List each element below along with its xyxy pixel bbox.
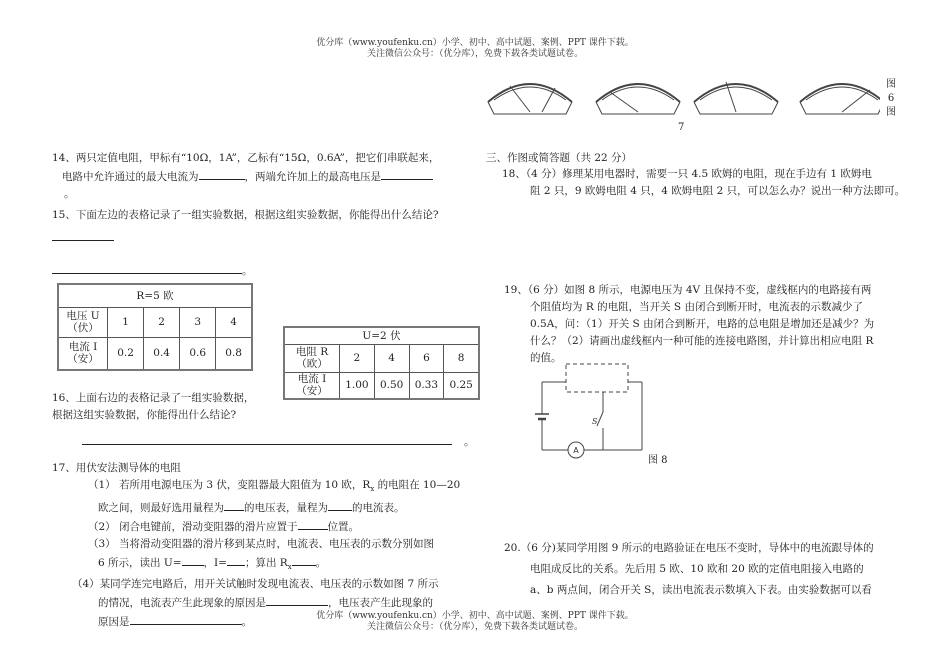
q17-p1-text-a: （1） 若所用电源电压为 3 伏，变阻器最大阻值为 10 欧，R: [88, 479, 371, 491]
q17-p2-text-b: 位置。: [327, 521, 360, 534]
figure-8-caption: 图 8: [648, 455, 668, 466]
q17-p2-text-a: （2） 闭合电键前，滑动变阻器的滑片应置于: [88, 521, 298, 534]
footer-line-1: 优分库（www.youfenku.cn）小学、初中、高中试题、案例、PPT 课件下载。: [316, 611, 634, 621]
figure-7-caption: 7: [678, 122, 685, 133]
q17-p3-text-b: 6 所示，读出 U=: [98, 557, 182, 570]
q17-part-4b: [52, 593, 482, 612]
table1-cell: 2: [144, 307, 180, 337]
question-16: [52, 390, 292, 424]
header-line-1: 优分库（www.youfenku.cn）小学、初中、高中试题、案例、PPT 课件下载。: [316, 38, 634, 48]
q19-line-1: 19、（6 分）如图 8 所示，电源电压为 4V 且保持不变，虚线框内的电路接有两: [504, 284, 872, 296]
table2-row1-label: 电阻 R（欧）: [285, 344, 340, 372]
fig6-caption-c: 图: [886, 107, 896, 118]
figure-6-meters: [480, 72, 880, 122]
q15-end: 。: [242, 265, 253, 277]
figure-8-circuit: [528, 362, 658, 467]
table2-row2-label: 电流 I（安）: [285, 372, 340, 398]
table1-cell: 0.6: [180, 337, 216, 369]
q14-blank-voltage[interactable]: [381, 167, 433, 180]
table2-cell: 0.33: [409, 372, 444, 398]
switch-label: S: [592, 417, 598, 426]
table1-cell: 4: [216, 307, 251, 337]
table1-cell: 0.8: [216, 337, 251, 369]
table-1: [57, 283, 253, 371]
q20-line-1: 20.（6 分)某同学用图 9 所示的电路验证在电压不变时，导体中的电流跟导体的: [504, 542, 874, 554]
footer-line-2: 关注微信公众号：（优分库），免费下载各类试题试卷。: [366, 622, 583, 632]
q17-part-3: （3） 当将滑动变阻器的滑片移到某点时，电流表、电压表的示数分别如图: [88, 538, 435, 551]
ammeter-label: A: [573, 446, 579, 455]
q19-line-3: 0.5A，问：（1）开关 S 由闭合到断开，电路的总电阻是增加还是减少？为: [530, 318, 875, 330]
q14-text-b: ，两端允许加上的最高电压是: [244, 171, 381, 183]
table1-cell: 0.2: [108, 337, 144, 369]
question-15: [52, 207, 482, 280]
table1-row1-label: 电压 U（伏）: [59, 307, 108, 337]
q17-p1-sub: x: [370, 485, 375, 494]
q16-line-1: 16、上面右边的表格记录了一组实验数据，: [52, 392, 255, 404]
fig6-caption-a: 图: [886, 79, 896, 90]
question-20: [504, 538, 904, 601]
header-line-2: 关注微信公众号：（优分库），免费下载各类试题试卷。: [366, 49, 583, 59]
table2-cell: 1.00: [340, 372, 375, 398]
q16-line-2: 根据这组实验数据，你能得出什么结论?: [52, 409, 237, 421]
q17-p1-text-b: 的电阻在 10—20: [374, 479, 461, 491]
q17-part-3b: [52, 553, 482, 576]
q17-p4-text-b: 的情况，电流表产生此现象的原因是: [98, 597, 266, 610]
q17-part-2: [52, 517, 482, 536]
question-17: [52, 460, 482, 631]
q17-title: 17、用伏安法测导体的电阻: [52, 462, 181, 474]
section-3-title: 三、作图或简答题（共 22 分）: [486, 152, 633, 164]
q18-line-2: 阻 2 只，9 欧姆电阻 4 只，4 欧姆电阻 2 只，可以怎么办？说出一种方法即可。: [530, 185, 906, 197]
q17-p4-text-c: ，电压表产生此现象的: [328, 597, 433, 610]
table2-title: U=2 伏: [285, 328, 478, 344]
figure-6-side-caption: [884, 78, 898, 120]
switch-blade: [597, 412, 603, 426]
table2-cell: 2: [340, 344, 375, 372]
question-14: [52, 150, 472, 203]
q16-end: 。: [464, 436, 475, 448]
q15-line-1: 15、下面左边的表格记录了一组实验数据，根据这组实验数据，你能得出什么结论?: [52, 209, 439, 221]
q19-line-2: 个阻值均为 R 的电阻，当开关 S 由闭合到断开时，电流表的示数减少了: [530, 301, 863, 313]
q17-p3-text-c: ，I=: [203, 557, 227, 570]
meter-4: [800, 84, 880, 114]
q17-blank-i[interactable]: [227, 553, 245, 566]
table2-cell: 8: [444, 344, 478, 372]
circuit-drawing: [528, 362, 658, 467]
q17-part-1: [52, 477, 482, 498]
q17-part-4: （4）某同学连完电路后，用开关试触时发现电流表、电压表的示数如图 7 所示: [72, 578, 439, 591]
q17-p1-text-d: 的电压表，量程为: [244, 502, 328, 515]
q14-line-2: [52, 167, 472, 186]
table1-row2-label: 电流 I（安）: [59, 337, 108, 369]
q17-part-1b: [52, 498, 482, 517]
q17-p3-text-d: ；算出 R: [244, 557, 288, 570]
meter-dials-drawing: [480, 72, 880, 122]
table1-title: R=5 欧: [59, 285, 251, 307]
page-footer: [0, 611, 950, 633]
q17-blank-u[interactable]: [182, 553, 204, 566]
q14-text-a: 电路中允许通过的最大电流为: [62, 171, 199, 183]
q17-p1-text-e: 的电流表。: [352, 502, 405, 515]
meter-1: [488, 84, 572, 114]
q17-blank-ammeter-range[interactable]: [328, 498, 352, 511]
q17-p3-text-e: 。: [315, 557, 327, 570]
table2-cell: 0.25: [444, 372, 478, 398]
q17-blank-slider-position[interactable]: [298, 517, 328, 530]
table2-cell: 0.50: [374, 372, 409, 398]
question-19: [504, 282, 904, 367]
table2-cell: 6: [409, 344, 444, 372]
page-header: [0, 38, 950, 60]
q20-line-3: a、b 两点间，闭合开关 S，读出电流表示数填入下表。由实验数据可以看: [530, 584, 872, 596]
q20-line-2: 电阻成反比的关系。先后用 5 欧、10 欧和 20 欧的定值电阻接入电路的: [530, 563, 864, 575]
q15-blank-1[interactable]: [52, 228, 114, 241]
q15-blank-2[interactable]: [52, 261, 242, 274]
dashed-box: [566, 364, 628, 392]
question-18: [486, 166, 906, 200]
q19-line-5: 的值。: [530, 352, 562, 364]
table1-cell: 1: [108, 307, 144, 337]
q16-blank[interactable]: [82, 432, 452, 445]
meter-2: [596, 84, 680, 114]
table2-cell: 4: [374, 344, 409, 372]
q16-answer: [82, 432, 482, 451]
q17-blank-rx[interactable]: [292, 553, 316, 566]
q14-line-1: 14、两只定值电阻，甲标有“10Ω，1A”，乙标有“15Ω，0.6A”，把它们串联起来，: [52, 152, 440, 164]
q17-p4-text-d: 原因是: [98, 616, 130, 629]
q18-line-1: 18、（4 分）修理某用电器时，需要一只 4.5 欧姆的电阻，现在手边有 1 欧姆电: [502, 168, 872, 180]
table1-cell: 3: [180, 307, 216, 337]
table1-cell: 0.4: [144, 337, 180, 369]
table-2: [283, 326, 480, 400]
q14-blank-current[interactable]: [199, 167, 245, 180]
q17-p1-text-c: 欧之间，则最好选用量程为: [98, 502, 224, 515]
q17-p3-sub: x: [287, 563, 292, 572]
q14-line-3: 。: [64, 188, 75, 200]
q17-blank-ammeter-reason[interactable]: [266, 593, 328, 606]
q19-line-4: 什么？（2）请画出虚线框内一种可能的连接电路图，并计算出相应电阻 R: [530, 335, 874, 347]
q17-p4-text-e: 。: [241, 616, 252, 629]
fig6-caption-b: 6: [887, 93, 895, 104]
q17-blank-voltmeter-range[interactable]: [224, 498, 244, 511]
meter-3: [694, 82, 778, 114]
